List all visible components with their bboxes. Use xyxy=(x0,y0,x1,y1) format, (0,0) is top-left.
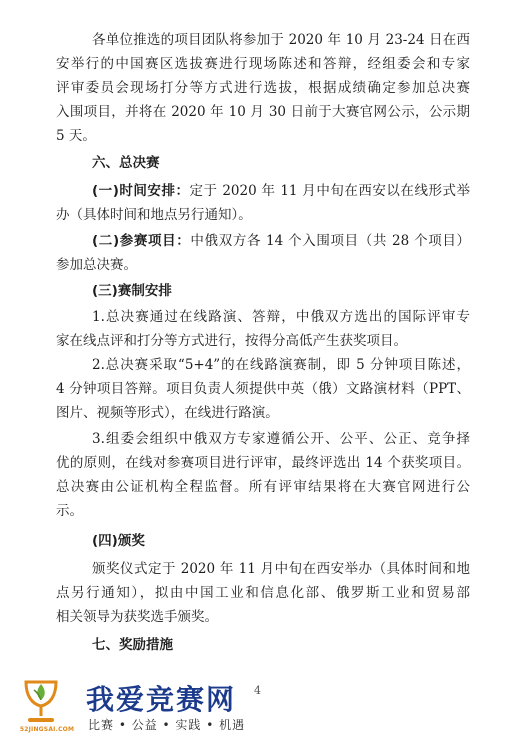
paragraph-line: 总决赛由公证机构全程监督。所有评审结果将在大赛官网进行公 xyxy=(56,479,470,495)
subsection-label: (二)参赛项目： xyxy=(92,233,191,249)
subsection-heading: (四)颁奖 xyxy=(92,533,145,549)
paragraph-line: 安举行的中国赛区选拔赛进行现场陈述和答辩，经组委会和专家 xyxy=(56,56,470,72)
watermark xyxy=(0,672,524,745)
subsection-label: (一)时间安排： xyxy=(92,183,190,199)
paragraph-line xyxy=(92,232,470,250)
paragraph-line: 示。 xyxy=(56,503,83,519)
subsection-heading: (三)赛制安排 xyxy=(92,283,172,299)
paragraph-line: 3.组委会组织中俄双方专家遵循公开、公平、公正、竞争择 xyxy=(92,431,470,447)
paragraph-line xyxy=(92,182,470,200)
paragraph-line: 5 天。 xyxy=(56,128,96,144)
paragraph-line: 家在线点评和打分等方式进行，按得分高低产生获奖项目。 xyxy=(56,333,407,349)
paragraph-line: 优的原则，在线对参赛项目进行评审，最终评选出 14 个获奖项目。 xyxy=(56,455,470,471)
paragraph-line: 评审委员会现场打分等方式进行选拔，根据成绩确定参加总决赛 xyxy=(56,80,470,96)
trophy-logo-icon xyxy=(16,676,66,726)
paragraph-line: 2.总决赛采取“5+4”的在线路演赛制，即 5 分钟项目陈述， xyxy=(92,357,470,373)
paragraph-line: 颁奖仪式定于 2020 年 11 月中旬在西安举办（具体时间和地 xyxy=(92,561,470,577)
paragraph-text: 定于 2020 年 11 月中旬在西安以在线形式举 xyxy=(189,183,470,199)
paragraph-line: 4 分钟项目答辩。项目负责人须提供中英（俄）文路演材料（PPT、 xyxy=(56,381,470,397)
paragraph-line: 相关领导为获奖选手颁奖。 xyxy=(56,609,218,625)
page-number: 4 xyxy=(254,684,261,697)
paragraph-line: 1.总决赛通过在线路演、答辩，中俄双方选出的国际评审专 xyxy=(92,309,470,325)
paragraph-line: 图片、视频等形式），在线进行路演。 xyxy=(56,405,279,421)
paragraph-line: 各单位推选的项目团队将参加于 2020 年 10 月 23-24 日在西 xyxy=(92,32,470,48)
section-heading: 七、奖励措施 xyxy=(92,637,173,653)
paragraph-line: 办（具体时间和地点另行通知）。 xyxy=(56,207,252,223)
paragraph-line: 入围项目，并将在 2020 年 10 月 30 日前于大赛官网公示，公示期 xyxy=(56,104,470,120)
paragraph-text: 中俄双方各 14 个入围项目（共 28 个项目） xyxy=(190,233,470,249)
site-title: 我爱竞赛网 xyxy=(86,683,237,716)
site-url: 52JINGSAI.COM xyxy=(19,726,75,733)
site-slogan: 比赛 • 公益 • 实践 • 机遇 xyxy=(88,718,246,732)
section-heading: 六、总决赛 xyxy=(92,155,160,171)
paragraph-line: 点另行通知），拟由中国工业和信息化部、俄罗斯工业和贸易部 xyxy=(56,585,470,601)
paragraph-line: 参加总决赛。 xyxy=(56,257,137,273)
